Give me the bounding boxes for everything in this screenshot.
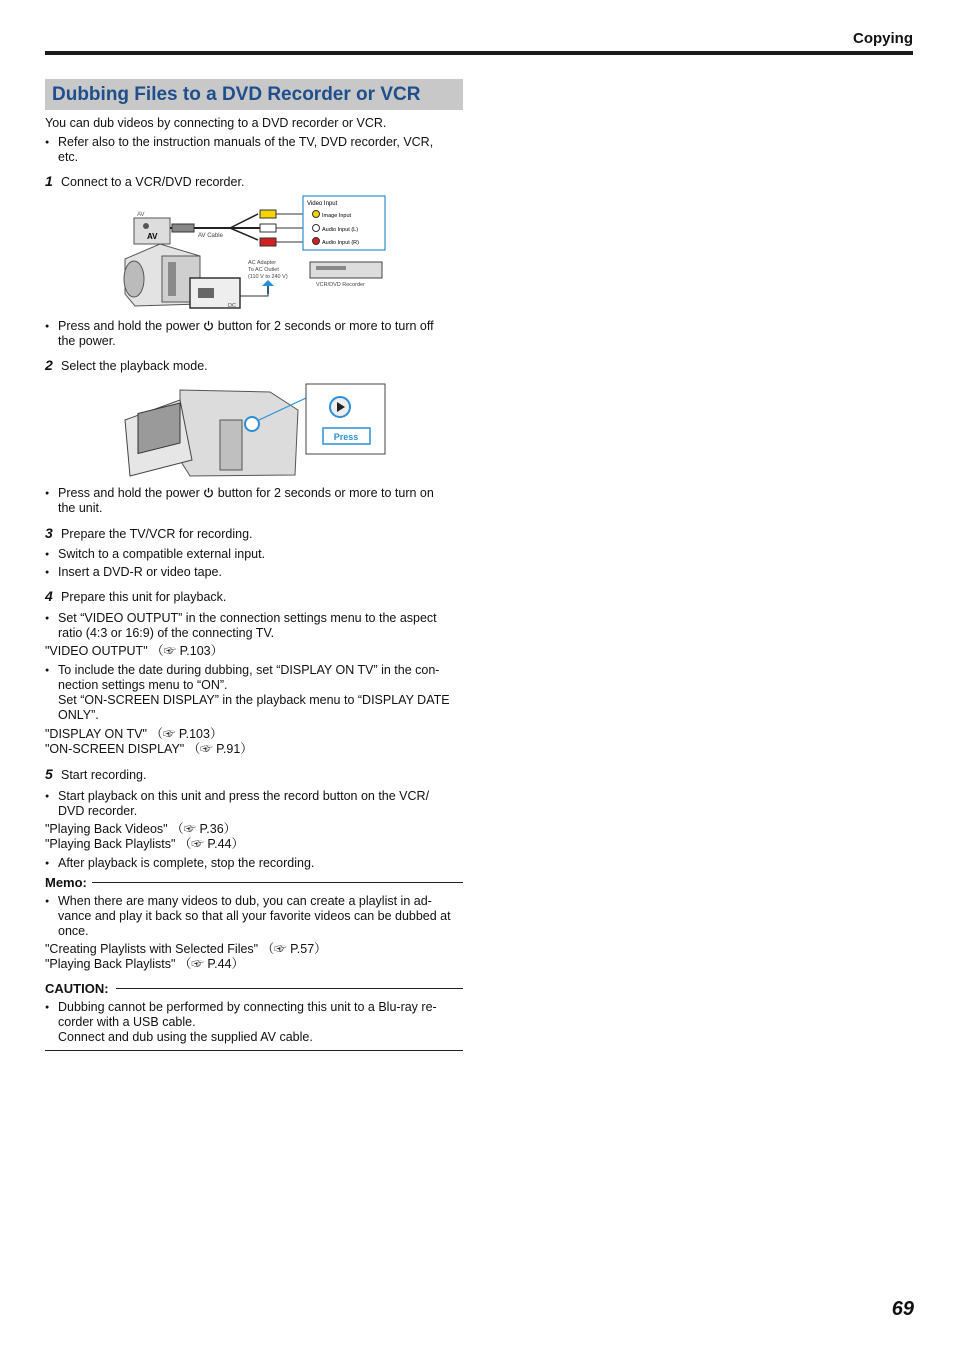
caution-rule <box>116 988 463 989</box>
power-icon <box>203 487 214 498</box>
video-input-label: Video Input <box>307 201 338 207</box>
red-plug <box>260 238 276 246</box>
camcorder-illustration <box>124 244 240 308</box>
power-icon <box>203 320 214 331</box>
caution-bullet: ● Dubbing cannot be performed by connecting this unit to a Blu-ray re- corder with a USB cable. Connect and dub using the supplied AV cable. <box>58 1000 437 1045</box>
step-4-bullet-2: ● To include the date during dubbing, set “DISPLAY ON TV” in the con- nection settings menu to “ON”. Set “ON-SCREEN DISPLAY” in the playback menu to “DISPLAY DATE ONLY”. <box>58 663 450 723</box>
step-3-text: Prepare the TV/VCR for recording. <box>61 527 253 541</box>
camcorder-illustration <box>125 390 298 476</box>
white-plug <box>260 224 276 232</box>
memo-heading: Memo: <box>45 875 87 890</box>
ac-outlet-label: To AC Outlet <box>248 267 279 273</box>
ref-video-output[interactable]: "VIDEO OUTPUT" （☞ P.103） <box>45 644 224 658</box>
connection-diagram <box>120 194 390 314</box>
step-3-number: 3 <box>45 525 53 541</box>
ac-adapter-label: AC Adapter <box>248 260 277 266</box>
step-1-text: Connect to a VCR/DVD recorder. <box>61 175 245 189</box>
memo-rule <box>92 882 463 883</box>
ref-display-on-tv[interactable]: "DISPLAY ON TV" （☞ P.103） <box>45 727 223 741</box>
step-4-number: 4 <box>45 588 53 604</box>
ac-arrow-icon <box>262 280 274 286</box>
yellow-plug <box>260 210 276 218</box>
ref-creating-playlists[interactable]: "Creating Playlists with Selected Files" （☞ P.57） <box>45 942 327 956</box>
intro-text: You can dub videos by connecting to a DVD recorder or VCR. <box>45 116 387 130</box>
title-box <box>45 79 463 110</box>
step-2-number: 2 <box>45 357 53 373</box>
ref-playing-back-playlists-2[interactable]: "Playing Back Playlists" （☞ P.44） <box>45 957 244 971</box>
step-5-text: Start recording. <box>61 768 147 782</box>
step-5-bullet-2: ● After playback is complete, stop the recording. <box>58 856 314 871</box>
step-3-bullet-2: ● Insert a DVD-R or video tape. <box>58 565 222 580</box>
playback-diagram <box>120 380 390 480</box>
image-input-label: Image Input <box>322 213 352 219</box>
step-2-note: ● Press and hold the power button for 2 seconds or more to turn on the unit. <box>58 486 434 516</box>
memo-bullet: ● When there are many videos to dub, you can create a playlist in ad- vance and play it back so that all your favorite videos can be dubbed at once. <box>58 894 451 939</box>
ref-playing-back-videos[interactable]: "Playing Back Videos" （☞ P.36） <box>45 822 237 836</box>
step-1-note: ● Press and hold the power button for 2 seconds or more to turn off the power. <box>58 319 434 349</box>
header-rule <box>45 51 913 55</box>
step-5-number: 5 <box>45 766 53 782</box>
section-label: Copying <box>853 30 913 47</box>
av-jack-label: AV <box>147 232 158 241</box>
intro-bullet: ● Refer also to the instruction manuals of the TV, DVD recorder, VCR, etc. <box>58 135 433 165</box>
page-title: Dubbing Files to a DVD Recorder or VCR <box>52 84 421 105</box>
av-cable-label: AV Cable <box>198 233 223 239</box>
step-4-text: Prepare this unit for playback. <box>61 590 227 604</box>
press-label: Press <box>333 432 359 442</box>
step-5-bullet-1: ● Start playback on this unit and press the record button on the VCR/ DVD recorder. <box>58 789 429 819</box>
caution-heading: CAUTION: <box>45 981 109 996</box>
vcr-label: VCR/DVD Recorder <box>316 282 365 288</box>
caution-bottom-rule <box>45 1050 463 1051</box>
ref-on-screen-display[interactable]: "ON-SCREEN DISPLAY" （☞ P.91） <box>45 742 253 756</box>
av-label: AV <box>137 212 145 218</box>
step-3-bullet-1: ● Switch to a compatible external input. <box>58 547 265 562</box>
ac-voltage-label: (110 V to 240 V) <box>248 274 288 280</box>
step-1-number: 1 <box>45 173 53 189</box>
step-4-bullet-1: ● Set “VIDEO OUTPUT” in the connection settings menu to the aspect ratio (4:3 or 16:9) of the connecting TV. <box>58 611 437 641</box>
step-2-text: Select the playback mode. <box>61 359 208 373</box>
audio-l-label: Audio Input (L) <box>322 227 359 233</box>
audio-r-label: Audio Input (R) <box>322 240 359 246</box>
page-number: 69 <box>891 1298 914 1320</box>
dc-label: DC <box>228 303 236 309</box>
ref-playing-back-playlists[interactable]: "Playing Back Playlists" （☞ P.44） <box>45 837 244 851</box>
